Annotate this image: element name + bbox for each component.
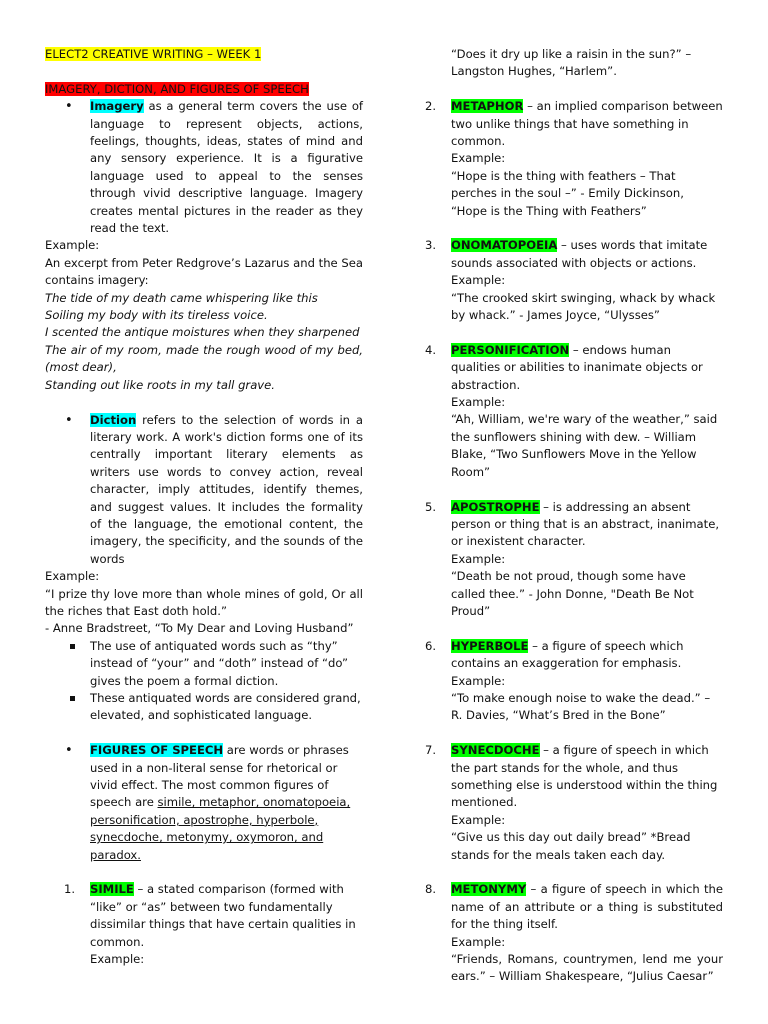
document-title: ELECT2 CREATIVE WRITING – WEEK 1 [45,47,262,61]
section-heading: IMAGERY, DICTION, AND FIGURES OF SPEECH [45,81,309,96]
diction-bullet [90,412,363,569]
item-example-label: Example: [90,952,145,967]
diction-definition: refers to the selection of words in a literary work. A work's diction forms one of its centrally important literary elements as writers use words to convey action, reveal character, imply attitudes, identify themes, and suggest values. It includes the formality of the language, the emotional content, the imagery, the specificity, and the sounds of the words [90,412,363,566]
figures-bullet [90,742,363,864]
diction-attribution: - Anne Bradstreet, “To My Dear and Loving Husband” [45,621,354,636]
figure-item-apostrophe: 5. APOSTROPHE – is addressing an absent person or thing that is an abstract, inanimate, or inexistent character. Example: “Death be not proud, though some have called thee.” - John Donne, "Death Be Not Proud” [425,499,720,618]
imagery-example-label: Example: [45,238,100,253]
item-definition: – a stated comparison (formed with “like” or “as” between two fundamentally dissimilar things that have certain qualities in common. [90,882,356,949]
figures-term: FIGURES OF SPEECH [90,743,224,758]
figure-item-hyperbole: 6. HYPERBOLE – a figure of speech which contains an exaggeration for emphasis. Example: “To make enough noise to wake the dead.” – R. Davies, “What’s Bred in the Bone” [425,638,711,723]
simile-example: “Does it dry up like a raisin in the sun?” – Langston Hughes, “Harlem”. [451,47,692,79]
figure-item-simile [64,881,363,968]
figures-definition: are words or phrases used in a non-literal sense for rhetorical or vivid effect. The most common figures of speech are [90,743,349,810]
item-term: SIMILE [90,882,134,897]
figure-item-personification: 4. PERSONIFICATION – endows human qualities or abilities to inanimate objects or abstraction. Example: “Ah, William, we're wary of the weather,” said the sunflowers shining with dew. – William Blake, “Two Sunflowers Move in the Yellow Room” [425,342,718,479]
left-column [45,46,363,968]
figure-item-onomatopoeia: 3. ONOMATOPOEIA – uses words that imitate sounds associated with objects or actions. Example: “The crooked skirt swinging, whack by whack by whack.” - James Joyce, “Ulysses” [425,238,716,323]
figure-item-synecdoche: 7. SYNECDOCHE – a figure of speech in which the part stands for the whole, and thus something else is understood within the thing mentioned. Example: “Give us this day out daily bread” *Bread stands for the meals taken each day. [425,743,718,862]
imagery-example-intro: An excerpt from Peter Redgrove’s Lazarus and the Sea contains imagery: [45,255,363,288]
poem-line: The tide of my death came whispering like this [45,290,318,305]
imagery-term: Imagery [90,99,144,114]
diction-example-label: Example: [45,569,100,584]
poem-line: The air of my room, made the rough wood of my bed, (most dear), [45,342,363,375]
poem-line: Standing out like roots in my tall grave. [45,377,275,392]
figure-item-metaphor: 2. METAPHOR – an implied comparison between two unlike things that have something in common. Example: “Hope is the thing with feathers – That perches in the soul –” - Emily Dickinson, “Hope is the Thing with Feathers” [425,99,723,218]
right-column [425,46,723,986]
poem-line: I scented the antique moistures when they sharpened [45,325,360,340]
diction-point: These antiquated words are considered grand, elevated, and sophisticated language. [90,690,363,725]
figures-list: simile, metaphor, onomatopoeia, personification, apostrophe, hyperbole, synecdoche, metonymy, oxymoron, and paradox. [90,795,351,862]
item-number: 1. [64,882,76,897]
figure-item-metonymy: 8. METONYMY – a figure of speech in which the name of an attribute or a thing is substituted for the thing itself. Example: “Friends, Romans, countrymen, lend me your ears.” – William Shakespeare, “Julius Caesar” [425,882,723,984]
diction-term: Diction [90,412,137,427]
diction-quote: “I prize thy love more than whole mines of gold, Or all the riches that East doth hold.” [45,586,363,618]
imagery-definition: as a general term covers the use of language to represent objects, actions, feelings, thoughts, ideas, states of mind and any sensory experience. It is a figurative language used to appeal to the senses through vivid descriptive language. Imagery creates mental pictures in the reader as they read the text. [90,99,363,236]
diction-point: The use of antiquated words such as “thy” instead of “your” and “doth” instead of “do” gives the poem a formal diction. [90,638,363,690]
imagery-poem [45,290,363,394]
poem-line: Soiling my body with its tireless voice. [45,308,268,323]
imagery-bullet [90,98,363,237]
